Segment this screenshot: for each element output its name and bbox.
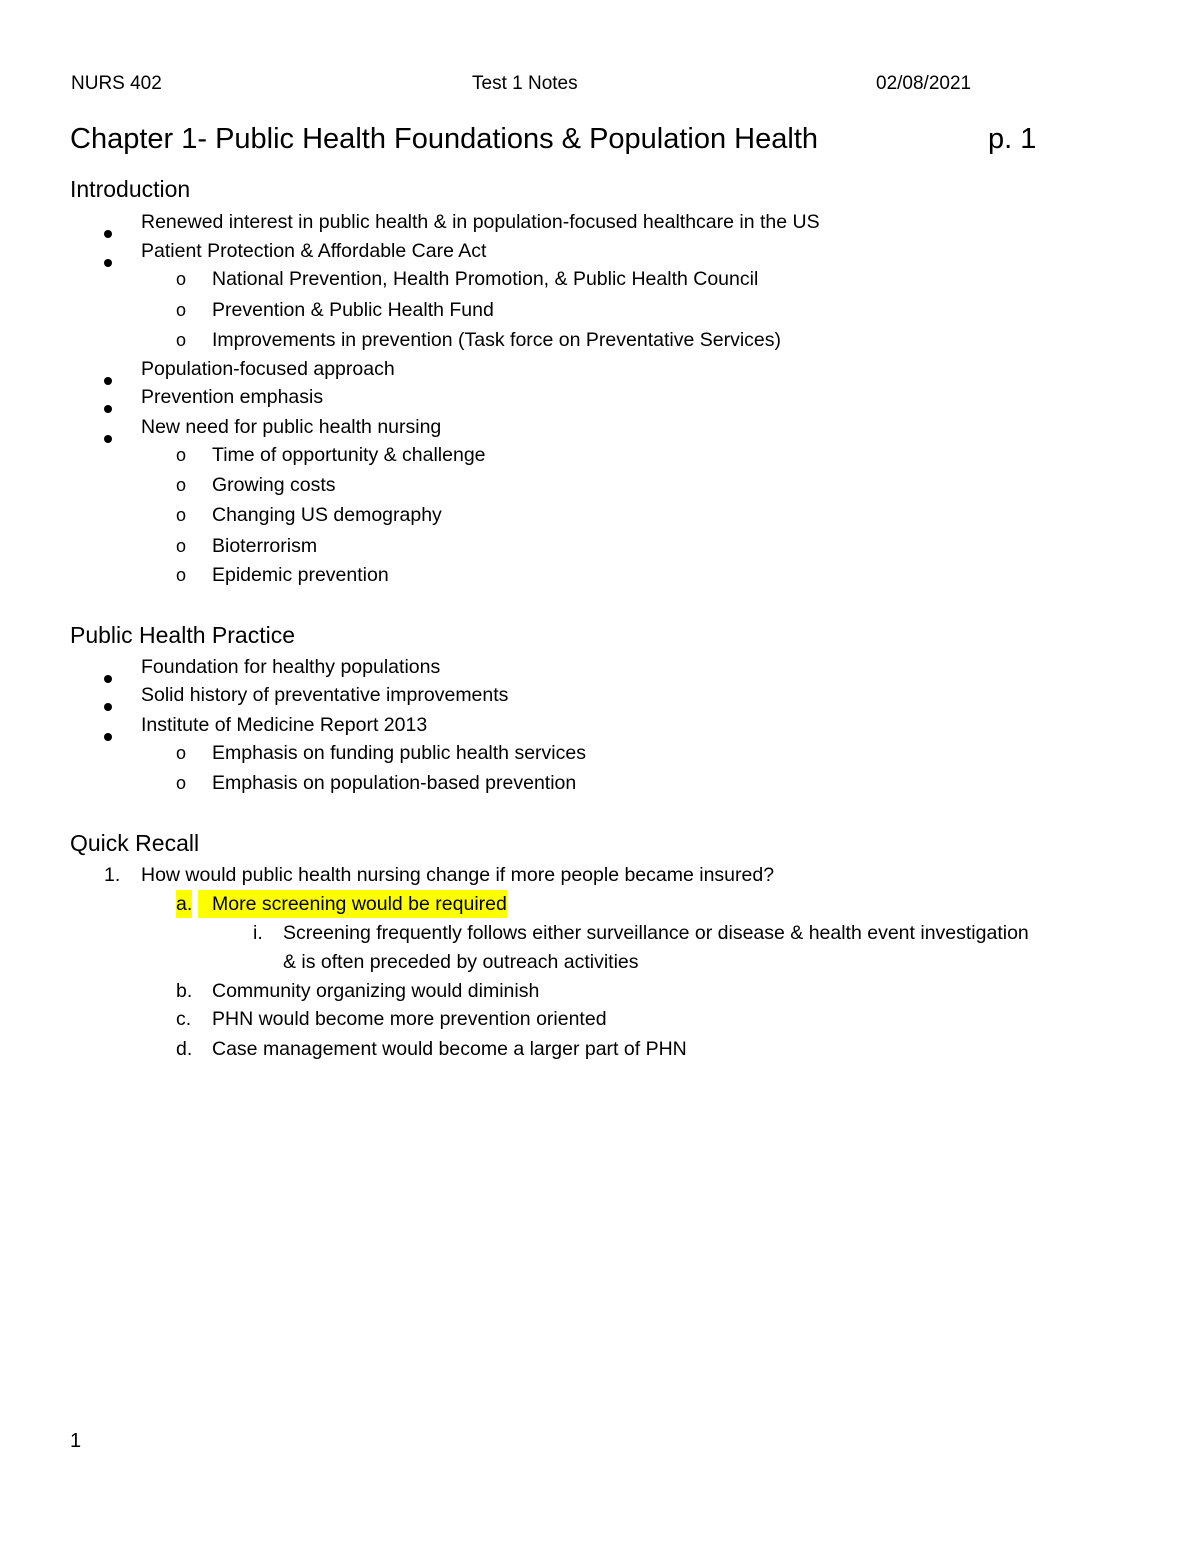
- page-header: [0, 73, 1200, 101]
- hollow-bullet-icon: o: [176, 445, 187, 465]
- bullet-icon: [104, 259, 112, 267]
- section-heading-quick-recall: Quick Recall: [70, 830, 200, 856]
- chapter-title: [70, 123, 1070, 156]
- hollow-bullet-icon: o: [176, 475, 187, 495]
- hollow-bullet-icon: o: [176, 300, 187, 320]
- chapter-page-ref: p. 1: [988, 123, 1037, 155]
- hollow-bullet-icon: o: [176, 565, 187, 585]
- question-text: How would public health nursing change if more people became insured?: [141, 864, 775, 886]
- document-page: NURS 402 Test 1 Notes 02/08/2021 Chapter 1- Public Health Foundations & Population Health p. 1 Introduction Renewed interest in public health & in population-focused healthcare in the US Patient Protection & Affordable Care Act o National Prevention, Health Promotion, & Public Health Council o Prevention & Public Health Fund o Improvements in prevention (Task force on Preventative Services) Population-focused approach Prevention emphasis New need for public health nursing o Time of opportunity & challenge o Growing costs o Changing US demography o Bioterrorism o Epidemic prevention Public Health Practice Foundation for healthy populations Solid history of preventative improvements Institute of Medicine Report 2013 o Emphasis on funding public health services o Emphasis on population-based prevention Quick Recall 1. How would public health nursing change if more people became insured? a. More screening would be required i. Screening frequently follows either surveillance or disease & health event investigation & is often preceded by outreach activities b. Community organizing would diminish c. PHN would become more prevention oriented d. Case management would become a larger part of PHN 1: [0, 0, 1200, 1553]
- hollow-bullet-icon: o: [176, 536, 187, 556]
- bullet-icon: [104, 703, 112, 711]
- course-code: NURS 402: [71, 73, 162, 94]
- page-number: 1: [70, 1430, 82, 1452]
- section-heading-public-health-practice: Public Health Practice: [70, 622, 295, 648]
- section-heading-introduction: Introduction: [70, 176, 191, 202]
- hollow-bullet-icon: o: [176, 269, 187, 289]
- hollow-bullet-icon: o: [176, 505, 187, 525]
- highlighted-answer: More screening would be required: [198, 890, 507, 918]
- bullet-icon: [104, 230, 112, 238]
- bullet-icon: [104, 733, 112, 741]
- chapter-title-text: Chapter 1- Public Health Foundations & Population Health: [70, 123, 819, 155]
- hollow-bullet-icon: o: [176, 330, 187, 350]
- document-date: 02/08/2021: [876, 73, 972, 94]
- bullet-icon: [104, 435, 112, 443]
- document-title: Test 1 Notes: [472, 73, 578, 94]
- hollow-bullet-icon: o: [176, 743, 187, 763]
- bullet-icon: [104, 377, 112, 385]
- bullet-icon: [104, 675, 112, 683]
- hollow-bullet-icon: o: [176, 773, 187, 793]
- bullet-icon: [104, 405, 112, 413]
